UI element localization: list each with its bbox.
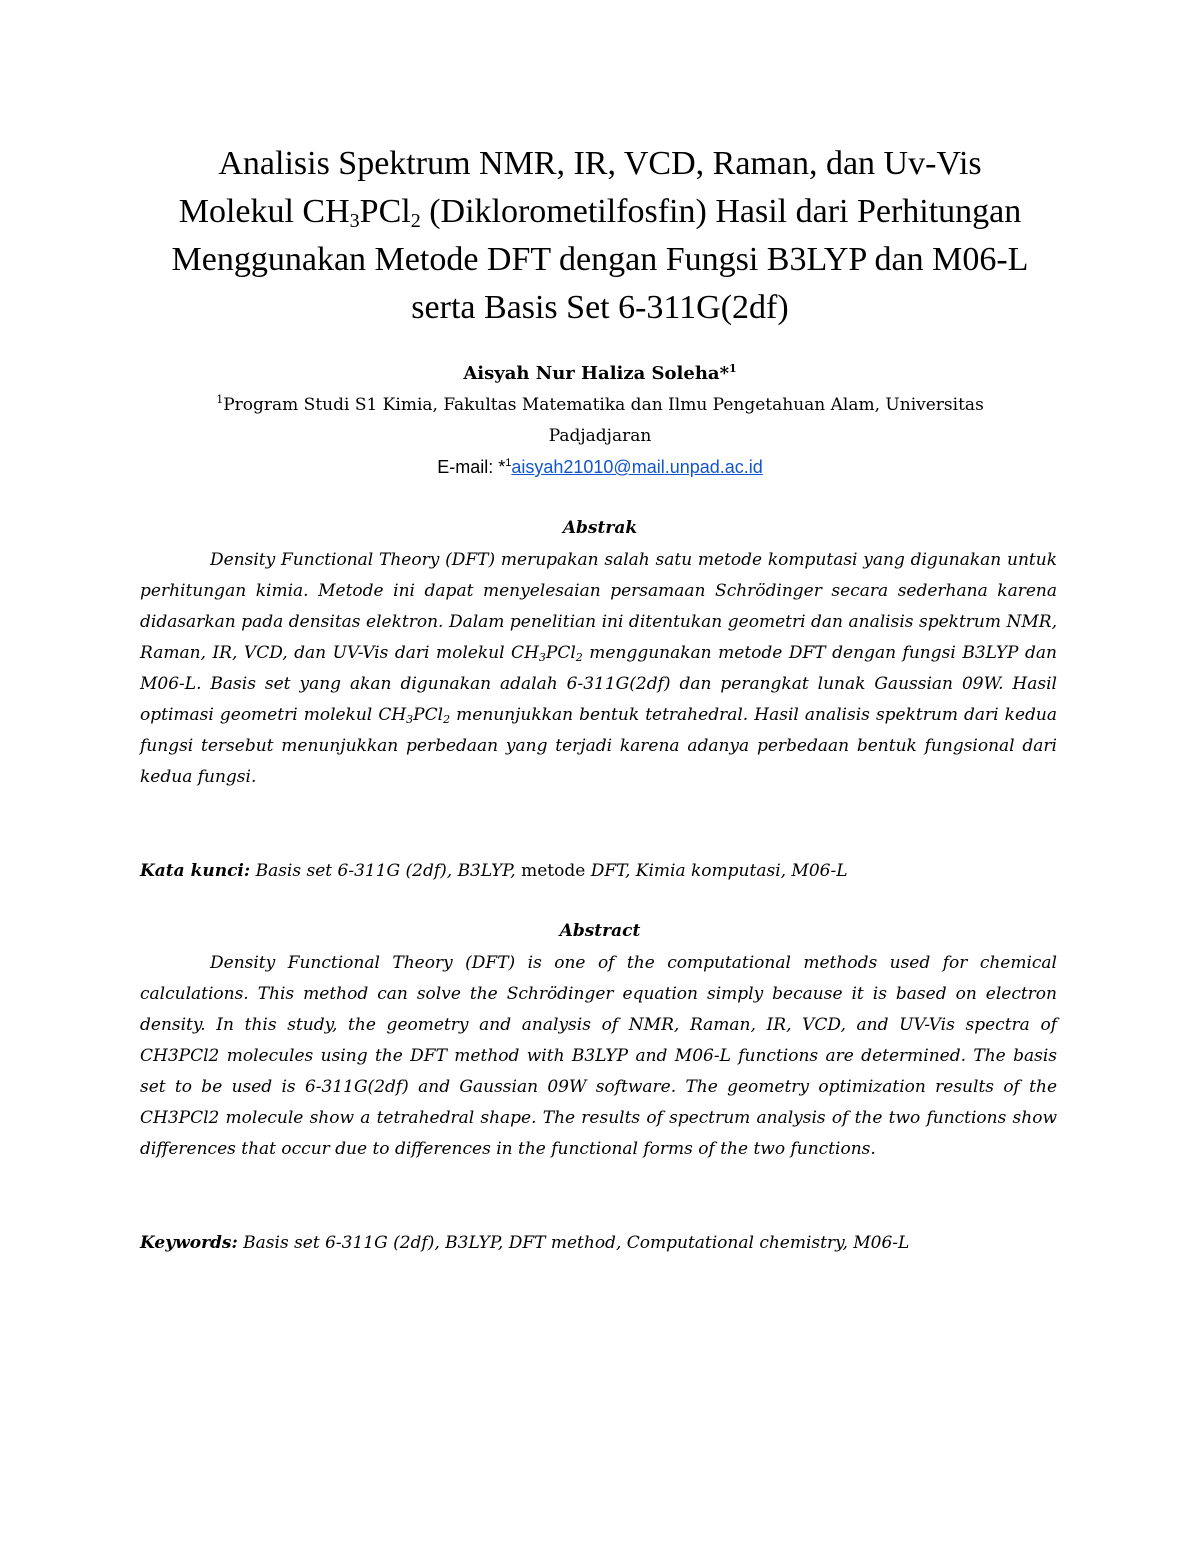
email-sup: 1 [505, 457, 512, 469]
abstrak-text-4: PCl [413, 705, 444, 725]
abstrak-text-1: Density Functional Theory (DFT) merupakan salah satu metode komputasi yang digunakan untuk perhitungan kimia. Metode ini dapat menyelesaian persamaan Schrödinger secara sederhana karena didasarkan pada densitas elektron. Dalam penelitian ini ditentukan geometri dan analisis spektrum NMR, Raman, IR, VCD, dan UV-Vis dari molekul CH [140, 550, 1057, 663]
title-sub-2: 2 [410, 210, 421, 232]
title-sub-3: 3 [349, 210, 360, 232]
author-email [120, 452, 1080, 482]
keywords-label: Keywords: [140, 1233, 238, 1253]
abstrak-sub-a: 3 [538, 651, 546, 664]
abstrak-paragraph [140, 545, 1057, 793]
title-line-2-mid: PCl [359, 193, 411, 230]
abstract-heading: Abstract [559, 921, 641, 941]
kata-kunci-text-2: metode [521, 861, 591, 881]
abstrak-text-2: PCl [545, 643, 576, 663]
keywords-text: Basis set 6-311G (2df), B3LYP, DFT method, Computational chemistry, M06-L [237, 1233, 910, 1253]
author-name [120, 360, 1080, 388]
abstrak-sub-b: 2 [575, 651, 583, 664]
abstract-paragraph [140, 948, 1057, 1165]
abstrak-text-5: menunjukkan bentuk tetrahedral. Hasil analisis spektrum dari kedua fungsi tersebut menunjukkan perbedaan yang terjadi karena adanya perbedaan bentuk fungsional dari kedua fungsi. [140, 705, 1058, 787]
author-affiliation [170, 390, 1030, 452]
abstract-text: Density Functional Theory (DFT) is one of the computational methods used for chemical calculations. This method can solve the Schrödinger equation simply because it is based on electron density. In this study, the geometry and analysis of NMR, Raman, IR, VCD, and UV-Vis spectra of CH3PCl2 molecules using the DFT method with B3LYP and M06-L functions are determined. The basis set to be used is 6-311G(2df) and Gaussian 09W software. The geometry optimization results of the CH3PCl2 molecule show a tetrahedral shape. The results of spectrum analysis of the two functions show differences that occur due to differences in the functional forms of the two functions. [140, 953, 1057, 1159]
title-line-2-post: (Diklorometilfosfin) Hasil dari Perhitungan [420, 193, 1022, 230]
title-line-2-pre: Molekul CH [178, 193, 350, 230]
author-name-text: Aisyah Nur Haliza Soleha* [463, 363, 729, 384]
kata-kunci-text-1: Basis set 6-311G (2df), B3LYP, [250, 861, 522, 881]
affiliation-text: Program Studi S1 Kimia, Fakultas Matematika dan Ilmu Pengetahuan Alam, Universitas Padjadjaran [223, 395, 984, 446]
title-line-2 [120, 188, 1080, 236]
keywords [140, 1229, 1057, 1257]
abstrak-sub-d: 2 [443, 713, 451, 726]
title-line-4: serta Basis Set 6-311G(2df) [411, 289, 789, 326]
title-line-3: Menggunakan Metode DFT dengan Fungsi B3LYP dan M06-L [171, 241, 1029, 278]
abstrak-text-3: menggunakan metode DFT dengan fungsi B3LYP dan M06-L. Basis set yang akan digunakan adalah 6-311G(2df) dan perangkat lunak Gaussian 09W. Hasil optimasi geometri molekul CH [140, 643, 1057, 725]
abstrak-heading: Abstrak [562, 518, 638, 538]
paper-title [120, 140, 1080, 332]
title-line-1: Analisis Spektrum NMR, IR, VCD, Raman, dan Uv-Vis [218, 145, 982, 182]
email-link[interactable]: aisyah21010@mail.unpad.ac.id [511, 457, 763, 477]
affiliation-sup: 1 [216, 393, 224, 406]
kata-kunci-label: Kata kunci: [140, 861, 251, 881]
abstrak-sub-c: 3 [406, 713, 414, 726]
email-label: E-mail: * [437, 457, 506, 477]
author-sup: 1 [729, 362, 737, 375]
kata-kunci-text-3: DFT, Kimia komputasi, M06-L [590, 861, 848, 881]
kata-kunci [140, 857, 1057, 885]
